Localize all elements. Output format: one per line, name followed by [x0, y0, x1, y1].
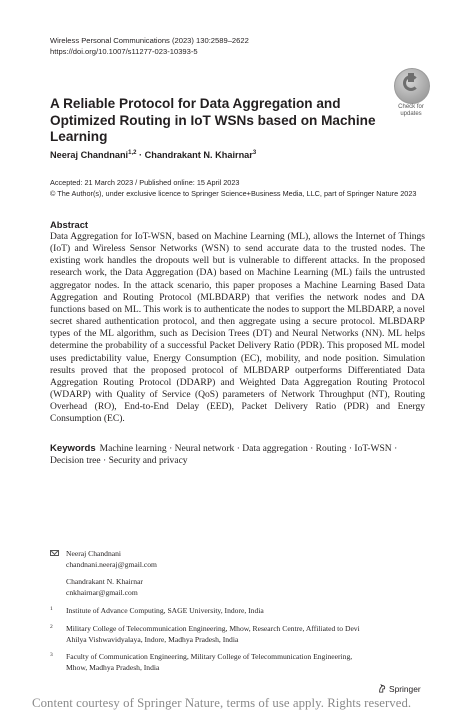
publication-dates	[50, 178, 416, 199]
publisher-name: Springer	[389, 684, 421, 694]
affiliation-line: Institute of Advance Computing, SAGE University, Indore, India	[66, 606, 264, 615]
keywords	[50, 443, 425, 467]
keywords-text: Machine learning · Neural network · Data aggregation · Routing · IoT-WSN · Decision tree · Security and privacy	[50, 443, 398, 467]
affiliation-number: 3	[50, 652, 53, 658]
corr-name: Neeraj Chandnani	[66, 549, 122, 558]
affiliation-line: Mhow, Madhya Pradesh, India	[66, 663, 160, 672]
affiliation-ref: 3	[252, 150, 257, 156]
journal-doi[interactable]: https://doi.org/10.1007/s11277-023-10393-5	[50, 47, 198, 56]
author-name[interactable]: Chandrakant N. Khairnar	[144, 150, 253, 160]
author-separator: ·	[136, 150, 145, 160]
publisher-logo	[378, 684, 421, 694]
springer-horse-icon	[378, 684, 386, 693]
keywords-label: Keywords	[50, 443, 96, 454]
affiliation-line: Military College of Telecommunication Engineering, Mhow, Research Centre, Affiliated to Devi	[66, 624, 360, 633]
check-for-updates-label[interactable]: Check for updates	[398, 104, 424, 117]
affiliation-ref: 1,2	[128, 150, 137, 156]
courtesy-notice: Content courtesy of Springer Nature, terms of use apply. Rights reserved.	[32, 696, 412, 710]
envelope-icon	[50, 550, 59, 556]
corr-email[interactable]: cnkhairnar@gmail.com	[66, 588, 138, 597]
abstract-text: Data Aggregation for IoT-WSN, based on Machine Learning (ML), allows the Internet of Things (IoT) and Wireless Sensor Networks (WSN) to send accurate data to the trusted nodes. The existing work handles the dropouts well but is vulnerable to different attacks. In the proposed research work, the Data Aggregation (DA) based on Machine Learning (ML) fails the untrusted aggregator nodes. In the attack scenario, this paper proposes a Machine Learning Based Data Aggregation and Routing Protocol (MLBDARP) that verifies the network nodes and DA functions based on ML. This work is to authenticate the nodes to support the MLBDARP, a novel secret shared authentication protocol, and then aggregate using a secure protocol. MLBDARP types of the ML algorithm, such as Decision Trees (DT) and Neural Networks (NN). ML helps determine the probability of a successful Packet Delivery Ratio (PDR). This proposed ML model uses predictability value, Energy Consumption (EC), mobility, and node position. Simulation results proved that the proposed protocol of MLBDARP outperforms Differentiated Data Aggregation Routing Protocol (DDARP) and Weighted Data Aggregation Routing Protocol (WDARP) with Quality of Service (QoS) parameters of Network Throughput (NT), Routing Overhead (RO), End-to-End Delay (EED), Packet Delivery Ratio (PDR) and Energy Consumption (EC).	[50, 231, 425, 425]
journal-header	[50, 35, 249, 57]
affiliation-number: 1	[50, 606, 53, 612]
check-for-updates-icon[interactable]	[394, 68, 430, 104]
author-name[interactable]: Neeraj Chandnani	[50, 150, 129, 160]
abstract-heading: Abstract	[50, 219, 89, 230]
affiliation-line: Ahilya Vishwavidyalaya, Indore, Madhya Pradesh, India	[66, 635, 239, 644]
author-list	[50, 150, 256, 160]
affiliation-number: 2	[50, 624, 53, 630]
journal-citation: Wireless Personal Communications (2023) 130:2589–2622	[50, 36, 249, 45]
article-title: A Reliable Protocol for Data Aggregation and Optimized Routing in IoT WSNs based on Machine Learning	[50, 96, 376, 144]
corr-email[interactable]: chandnani.neeraj@gmail.com	[66, 560, 157, 569]
copyright-line: © The Author(s), under exclusive licence to Springer Science+Business Media, LLC, part of Springer Nature 2023	[50, 188, 417, 198]
corr-name: Chandrakant N. Khairnar	[66, 577, 143, 586]
dates-line: Accepted: 21 March 2023 / Published online: 15 April 2023	[50, 178, 240, 187]
affiliation-line: Faculty of Communication Engineering, Military College of Telecommunication Engineering,	[66, 652, 353, 661]
